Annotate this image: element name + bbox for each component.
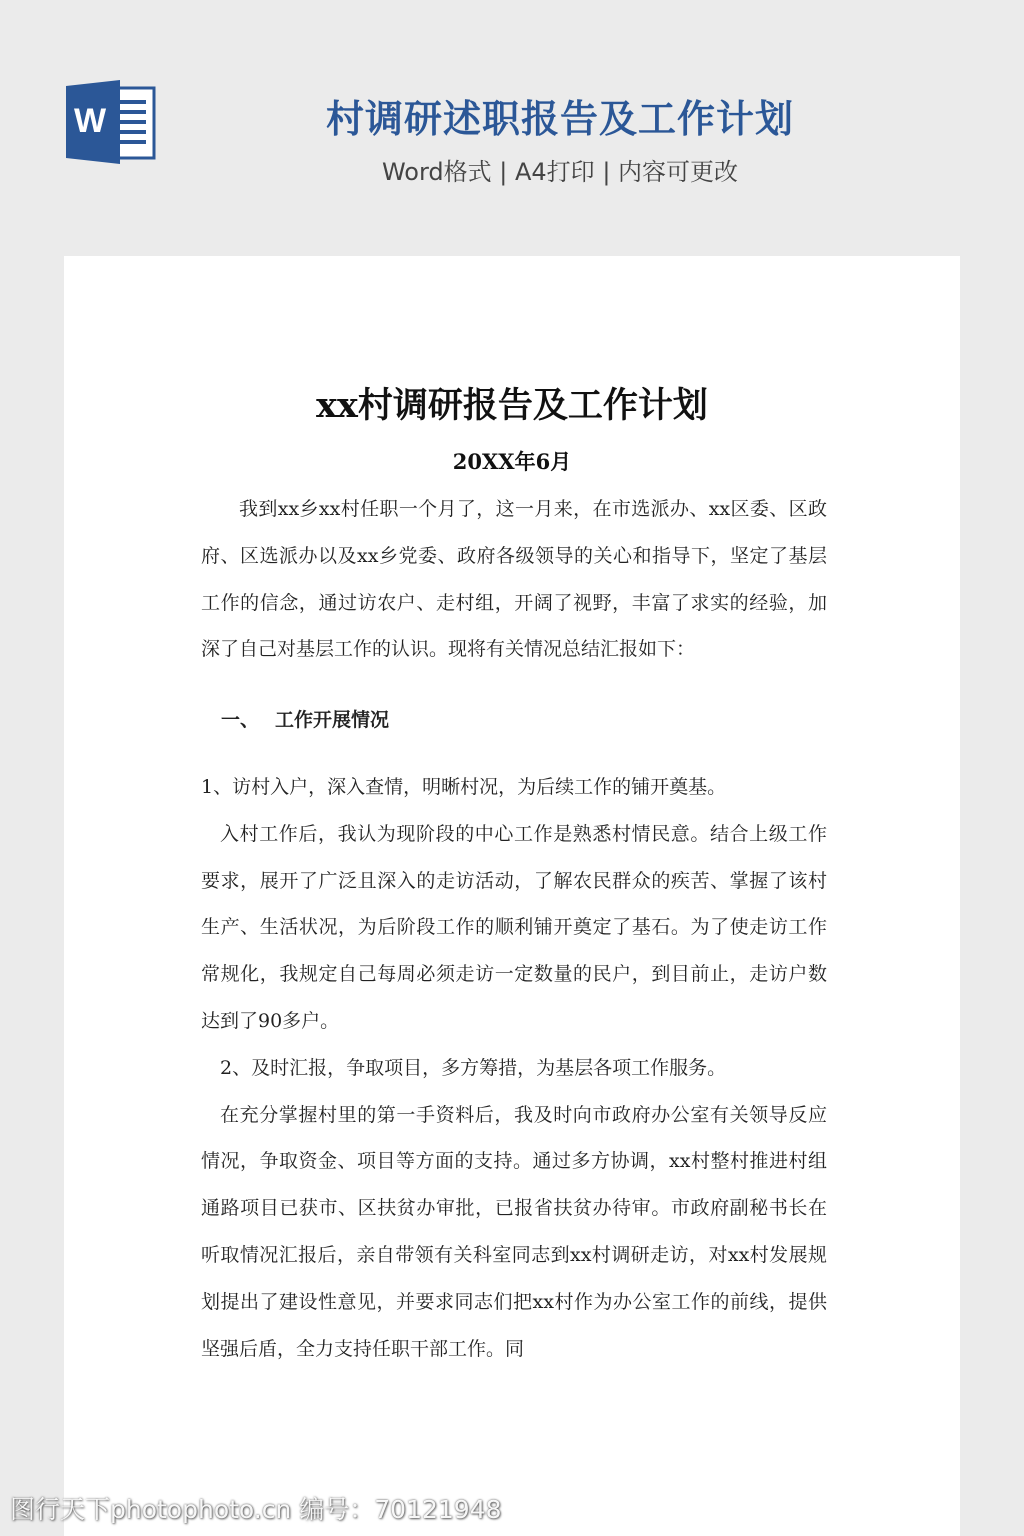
section-number: 一、 [221, 709, 260, 732]
section-heading [201, 697, 827, 744]
paragraph-2: 在充分掌握村里的第一手资料后，我及时向市政府办公室有关领导反应情况，争取资金、项目等方面的支持。通过多方协调，xx村整村推进村组通路项目已获市、区扶贫办审批，已报省扶贫办待审。市政府副秘书长在听取情况汇报后，亲自带领有关科室同志到xx村调研走访，对xx村发展规划提出了建设性意见，并要求同志们把xx村作为办公室工作的前线，提供坚强后盾，全力支持任职干部工作。同 [201, 1103, 827, 1360]
document-page [64, 256, 960, 1536]
section-title: 工作开展情况 [275, 709, 390, 732]
document-date: 20XX年6月 [452, 449, 572, 474]
watermark: 图行天下photophoto.cn 编号：70121948 [10, 1495, 502, 1524]
document-title: xx村调研报告及工作计划 [316, 385, 708, 426]
header-subtitle: Word格式 | A4打印 | 内容可更改 [381, 158, 739, 186]
list-item-2: 2、及时汇报，争取项目，多方筹措，为基层各项工作服务。 [220, 1056, 727, 1079]
document-body [201, 486, 827, 1372]
intro-paragraph: 我到xx乡xx村任职一个月了，这一月来，在市选派办、xx区委、区政府、区选派办以及xx乡党委、政府各级领导的关心和指导下，坚定了基层工作的信念，通过访农户、走村组，开阔了视野，丰富了求实的经验，加深了自己对基层工作的认识。现将有关情况总结汇报如下： [201, 498, 827, 661]
paragraph-1: 入村工作后，我认为现阶段的中心工作是熟悉村情民意。结合上级工作要求，展开了广泛且深入的走访活动，了解农民群众的疾苦、掌握了该村生产、生活状况，为后阶段工作的顺利铺开奠定了基石。为了使走访工作常规化，我规定自己每周必须走访一定数量的民户，到目前止，走访户数达到了90多户。 [201, 822, 827, 1032]
word-letter: W [73, 102, 107, 140]
word-icon [66, 80, 156, 164]
header-title: 村调研述职报告及工作计划 [325, 97, 794, 141]
list-item-1: 1、访村入户，深入查情，明晰村况，为后续工作的铺开奠基。 [201, 775, 727, 798]
